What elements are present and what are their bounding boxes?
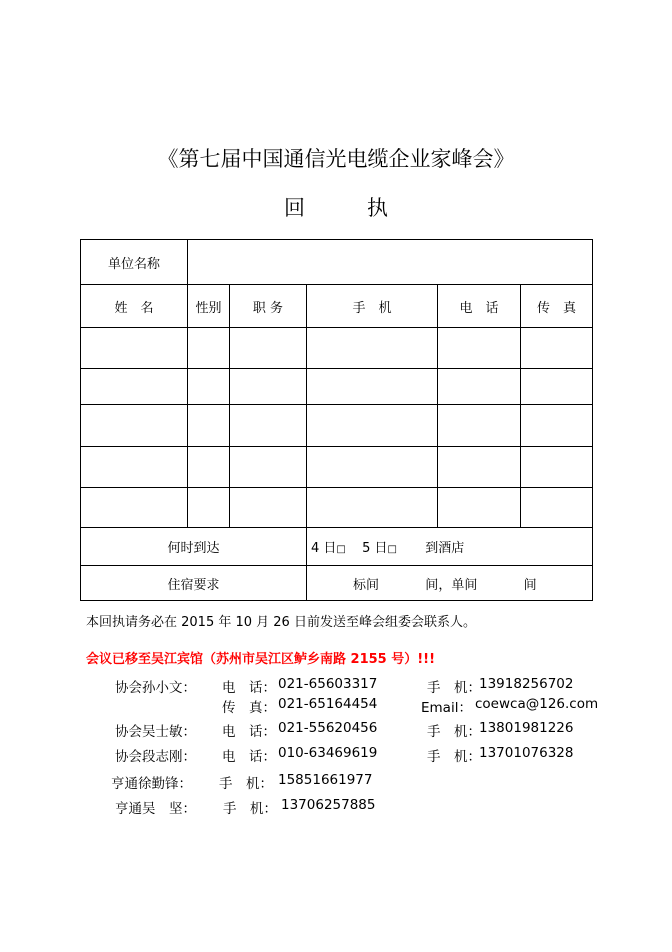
table-row: [81, 369, 593, 405]
contact-name: 亨通吴 坚：: [115, 801, 196, 817]
form-title: 《第七届中国通信光电缆企业家峰会》: [157, 147, 515, 171]
name-cell[interactable]: [81, 447, 188, 488]
lodging-room2-text: 间: [523, 577, 537, 593]
fax-cell[interactable]: [521, 369, 593, 405]
contact-name: 协会孙小文：: [115, 680, 196, 696]
mobile-label: 手 机：: [427, 680, 481, 696]
header-gender: 性别: [188, 285, 230, 328]
fax-cell[interactable]: [521, 447, 593, 488]
phone-number: 021-55620456: [278, 720, 378, 736]
gender-cell[interactable]: [188, 447, 230, 488]
arrival-day2-checkbox[interactable]: □: [387, 544, 397, 555]
phone-cell[interactable]: [438, 405, 521, 447]
phone-number: 010-63469619: [278, 745, 378, 761]
venue-notice: 会议已移至吴江宾馆（苏州市吴江区鲈乡南路 2155 号）!!!: [86, 652, 436, 667]
arrival-options: [307, 528, 593, 566]
mobile-number: 13706257885: [281, 797, 376, 813]
mobile-cell[interactable]: [307, 447, 438, 488]
mobile-number: 13918256702: [479, 676, 574, 692]
position-cell[interactable]: [230, 328, 307, 369]
phone-cell[interactable]: [438, 328, 521, 369]
header-name: 姓 名: [81, 285, 188, 328]
gender-cell[interactable]: [188, 488, 230, 528]
lodging-room-text: 间: [425, 577, 439, 593]
arrival-day1-label: 4 日: [311, 541, 337, 556]
email-label: Email：: [421, 700, 472, 716]
mobile-cell[interactable]: [307, 369, 438, 405]
table-row: [81, 447, 593, 488]
arrival-day2-label: 5 日: [362, 541, 388, 556]
mobile-label: 手 机：: [427, 724, 481, 740]
lodging-label: 住宿要求: [81, 566, 307, 601]
contact-name: 协会段志刚：: [115, 749, 196, 765]
mobile-cell[interactable]: [307, 405, 438, 447]
position-cell[interactable]: [230, 405, 307, 447]
position-cell[interactable]: [230, 488, 307, 528]
fax-cell[interactable]: [521, 328, 593, 369]
contact-name: 亨通徐勤锋：: [111, 776, 192, 792]
header-mobile: 手 机: [307, 285, 438, 328]
name-cell[interactable]: [81, 328, 188, 369]
form-subtitle: 回执: [284, 196, 450, 220]
gender-cell[interactable]: [188, 328, 230, 369]
arrival-label: 何时到达: [81, 528, 307, 566]
contact-name: 协会吴士敏：: [115, 724, 196, 740]
name-cell[interactable]: [81, 488, 188, 528]
mobile-number: 15851661977: [278, 772, 373, 788]
fax-number: 021-65164454: [278, 696, 378, 712]
name-cell[interactable]: [81, 405, 188, 447]
deadline-note: 本回执请务必在 2015 年 10 月 26 日前发送至峰会组委会联系人。: [86, 615, 476, 630]
lodging-options: [307, 566, 593, 601]
phone-number: 021-65603317: [278, 676, 378, 692]
lodging-standard-text: 标间: [353, 577, 380, 593]
email-address[interactable]: coewca@126.com: [475, 696, 599, 712]
mobile-cell[interactable]: [307, 488, 438, 528]
mobile-cell[interactable]: [307, 328, 438, 369]
mobile-label: 手 机：: [427, 749, 481, 765]
phone-cell[interactable]: [438, 488, 521, 528]
mobile-label: 手 机：: [219, 776, 273, 792]
fax-cell[interactable]: [521, 488, 593, 528]
table-row: [81, 488, 593, 528]
fax-label: 传 真：: [222, 700, 276, 716]
lodging-single-text: ，单间: [438, 577, 478, 593]
phone-cell[interactable]: [438, 369, 521, 405]
mobile-label: 手 机：: [223, 801, 277, 817]
table-row: [81, 405, 593, 447]
mobile-number: 13701076328: [479, 745, 574, 761]
header-fax: 传 真: [521, 285, 593, 328]
position-cell[interactable]: [230, 369, 307, 405]
name-cell[interactable]: [81, 369, 188, 405]
header-phone: 电 话: [438, 285, 521, 328]
gender-cell[interactable]: [188, 369, 230, 405]
phone-label: 电 话：: [222, 680, 276, 696]
gender-cell[interactable]: [188, 405, 230, 447]
mobile-number: 13801981226: [479, 720, 574, 736]
unit-name-label: 单位名称: [81, 240, 188, 285]
phone-label: 电 话：: [222, 749, 276, 765]
reply-form-table: [80, 239, 593, 601]
arrival-hotel-text: 到酒店: [425, 541, 465, 556]
arrival-day1-checkbox[interactable]: □: [336, 544, 346, 555]
fax-cell[interactable]: [521, 405, 593, 447]
position-cell[interactable]: [230, 447, 307, 488]
header-position: 职 务: [230, 285, 307, 328]
table-row: [81, 328, 593, 369]
unit-name-field[interactable]: [188, 240, 593, 285]
phone-cell[interactable]: [438, 447, 521, 488]
phone-label: 电 话：: [222, 724, 276, 740]
